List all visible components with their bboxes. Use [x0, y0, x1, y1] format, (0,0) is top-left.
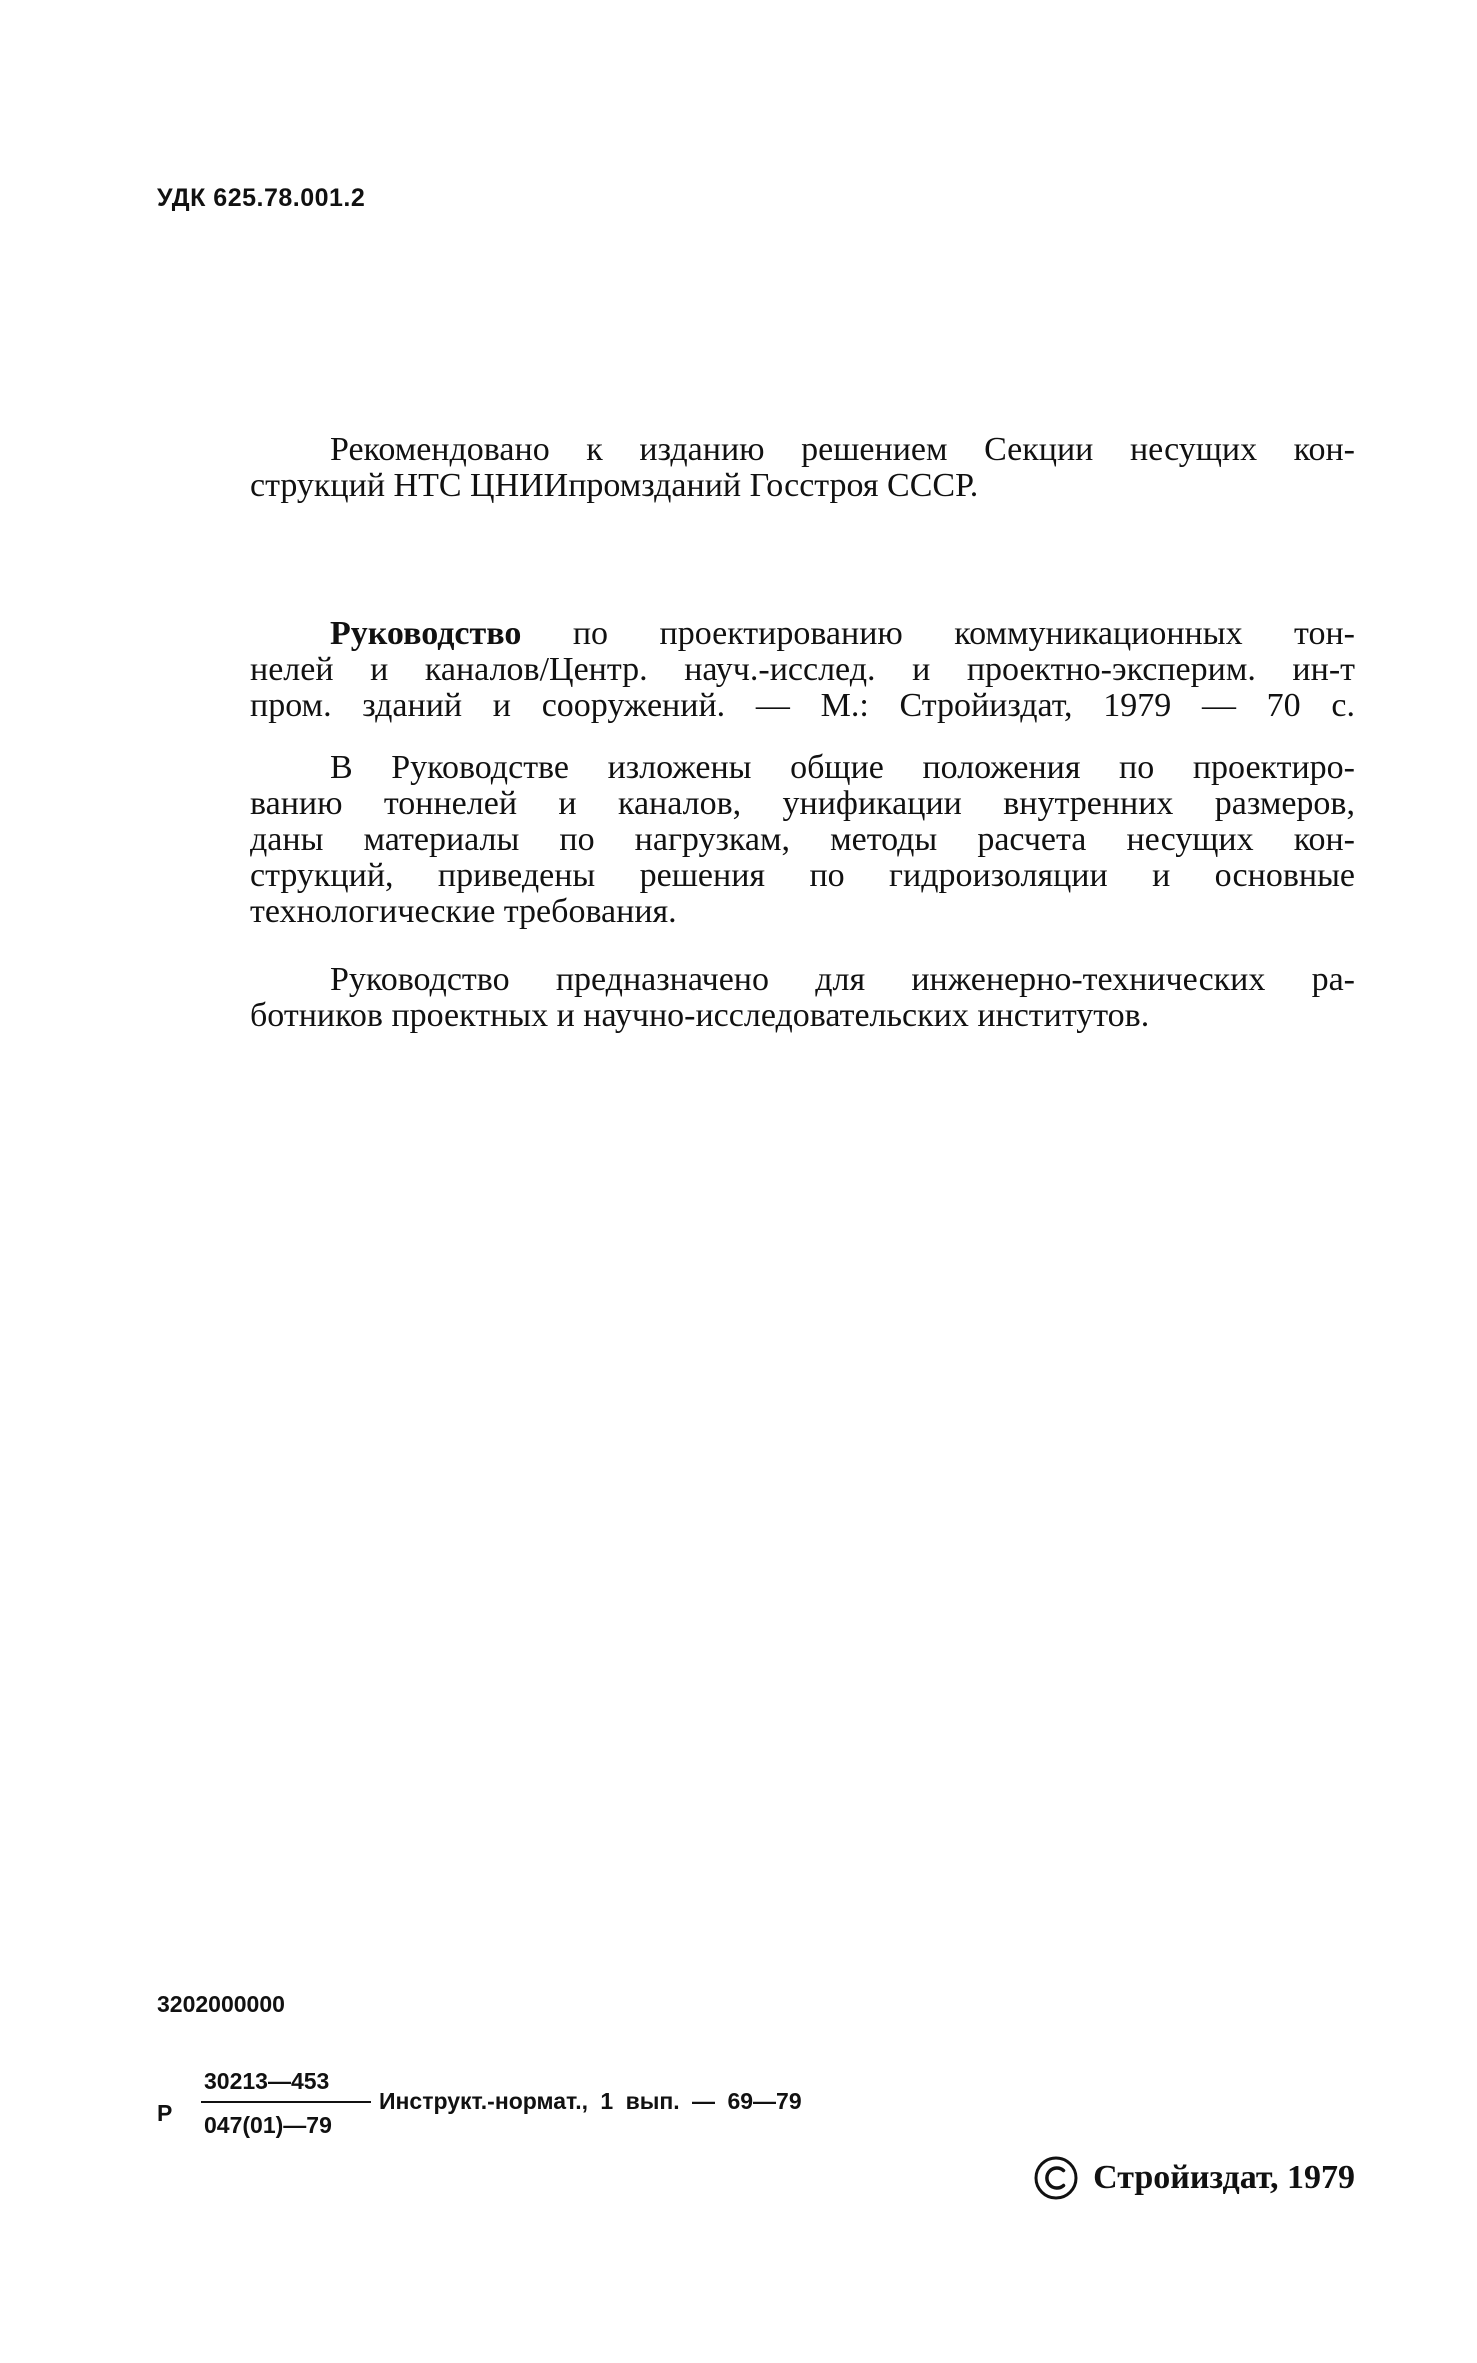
- classification-index: [157, 2068, 957, 2148]
- abstract-line-1: В Руководстве изложены общие положения по проектиро-: [330, 749, 1355, 786]
- recommendation-line-2: струкций НТС ЦНИИпромзданий Госстроя СССР.: [250, 467, 979, 504]
- classification-tail: Инструкт.-нормат., 1 вып. — 69—79: [379, 2088, 802, 2114]
- recommendation-paragraph: [250, 432, 1355, 504]
- purpose-line-2: ботников проектных и научно-исследовательских институтов.: [250, 997, 1150, 1034]
- copyright-notice: [1033, 2155, 1355, 2201]
- classification-prefix: Р: [157, 2100, 173, 2126]
- bibliography-line-1: [250, 616, 1355, 652]
- purpose-line-1: Руководство предназначено для инженерно-технических ра-: [330, 961, 1355, 998]
- bibliography-line-2: нелей и каналов/Центр. науч.-исслед. и проектно-эксперим. ин-т: [250, 651, 1355, 688]
- purpose-paragraph: [250, 962, 1355, 1034]
- udk-code: УДК 625.78.001.2: [157, 184, 366, 212]
- recommendation-line-1: Рекомендовано к изданию решением Секции несущих кон-: [330, 431, 1355, 468]
- abstract-paragraph: [250, 750, 1355, 930]
- classification-denominator: 047(01)—79: [204, 2112, 332, 2138]
- abstract-line-5: технологические требования.: [250, 893, 677, 930]
- bibliography-line-3: пром. зданий и сооружений. — М.: Стройиздат, 1979 — 70 с.: [250, 687, 1355, 724]
- classification-numerator: 30213—453: [204, 2068, 330, 2094]
- bibliography-line-1-rest: по проектированию коммуникационных тон-: [521, 615, 1355, 652]
- fraction-rule: [201, 2101, 371, 2103]
- copyright-icon: [1033, 2155, 1079, 2201]
- bibliography-title-word: Руководство: [330, 615, 522, 652]
- abstract-line-3: даны материалы по нагрузкам, методы расчета несущих кон-: [250, 821, 1355, 858]
- bibliographic-record: [250, 616, 1355, 724]
- abstract-line-2: ванию тоннелей и каналов, унификации внутренних размеров,: [250, 785, 1355, 822]
- catalog-number: 3202000000: [157, 1991, 285, 2017]
- abstract-line-4: струкций, приведены решения по гидроизоляции и основные: [250, 857, 1355, 894]
- copyright-text: Стройиздат, 1979: [1093, 2159, 1355, 2196]
